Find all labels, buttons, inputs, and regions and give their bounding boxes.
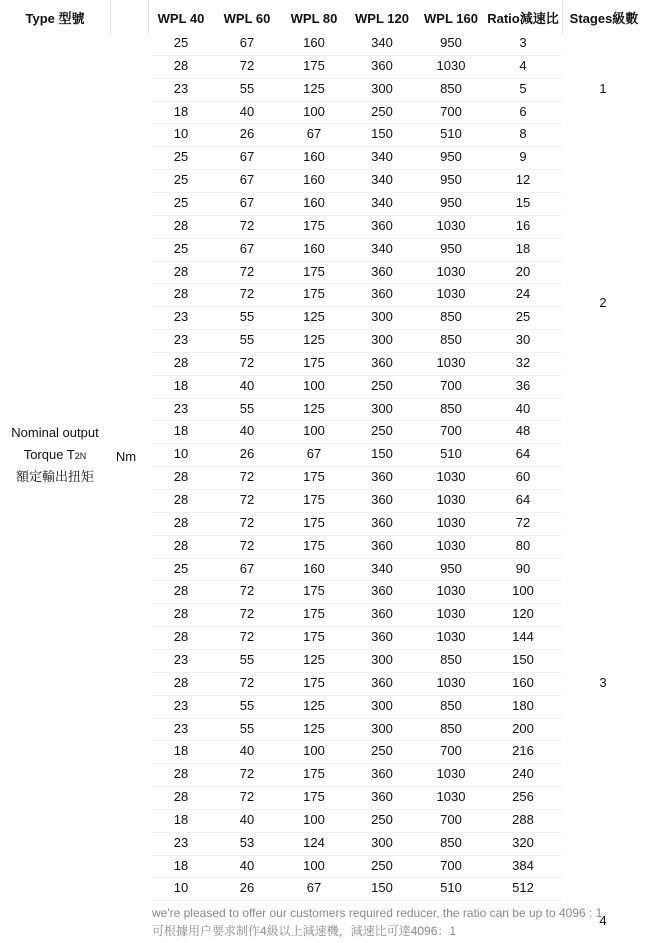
table-row	[0, 192, 656, 215]
table-row	[0, 215, 656, 238]
wpl80-cell: 175	[303, 286, 325, 302]
ratio-cell: 25	[515, 309, 531, 325]
wpl160-cell: 1030	[436, 57, 466, 73]
table-header	[0, 0, 656, 34]
wpl160-cell: 700	[440, 811, 462, 827]
ratio-cell: 36	[515, 377, 531, 393]
wpl40-cell: 18	[173, 857, 189, 873]
ratio-cell: 12	[515, 172, 531, 188]
table-row	[0, 489, 656, 512]
wpl80-cell: 175	[303, 606, 325, 622]
wpl120-cell: 300	[371, 834, 393, 850]
wpl60-cell: 55	[239, 720, 255, 736]
table-row	[0, 398, 656, 421]
ratio-cell: 3	[519, 35, 527, 50]
table-row	[0, 535, 656, 558]
wpl120-cell: 360	[371, 217, 393, 233]
wpl60-cell: 72	[239, 629, 255, 645]
table-row	[0, 283, 656, 306]
wpl40-cell: 28	[173, 766, 189, 782]
wpl60-cell: 72	[239, 286, 255, 302]
wpl120-cell: 250	[371, 103, 393, 119]
table-row	[0, 101, 656, 124]
table-row	[0, 78, 656, 101]
wpl60-cell: 72	[239, 492, 255, 507]
wpl160-cell: 700	[440, 857, 462, 873]
wpl80-cell: 100	[303, 377, 325, 393]
wpl120-cell: 340	[371, 172, 393, 188]
wpl80-cell: 175	[303, 514, 325, 530]
table-row	[0, 375, 656, 398]
table-row	[0, 146, 656, 169]
wpl80-cell: 175	[303, 766, 325, 782]
wpl160-cell: 950	[440, 194, 462, 210]
wpl80-cell: 175	[303, 263, 325, 279]
ratio-cell: 90	[515, 560, 531, 576]
wpl40-cell: 18	[173, 423, 189, 439]
wpl60-cell: 72	[239, 263, 255, 279]
wpl160-cell: 1030	[436, 789, 466, 805]
wpl160-cell: 1030	[436, 583, 466, 599]
wpl60-cell: 40	[239, 423, 255, 439]
ratio-cell: 16	[515, 217, 531, 233]
table-row	[0, 238, 656, 261]
wpl160-cell: 1030	[436, 514, 466, 530]
header-wpl40: WPL 40	[157, 11, 205, 26]
wpl160-cell: 850	[440, 400, 462, 416]
table-row	[0, 603, 656, 626]
header-type: Type 型號	[25, 11, 85, 26]
wpl160-cell: 1030	[436, 354, 466, 370]
stage-4: 4	[599, 913, 607, 928]
wpl60-cell: 26	[239, 880, 255, 896]
wpl40-cell: 25	[173, 240, 189, 256]
ratio-cell: 8	[519, 126, 527, 142]
wpl160-cell: 1030	[436, 217, 466, 233]
wpl60-cell: 55	[239, 697, 255, 713]
wpl40-cell: 10	[173, 880, 189, 896]
torque-label-sub: 2N	[74, 451, 87, 461]
table-row	[0, 763, 656, 786]
wpl120-cell: 340	[371, 35, 393, 50]
wpl160-cell: 1030	[436, 492, 466, 507]
ratio-cell: 4	[519, 57, 527, 73]
wpl80-cell: 175	[303, 217, 325, 233]
stage-1: 1	[599, 81, 607, 96]
header-wpl160: WPL 160	[424, 11, 478, 26]
ratio-cell: 32	[515, 354, 531, 370]
wpl40-cell: 18	[173, 743, 189, 759]
wpl120-cell: 250	[371, 423, 393, 439]
wpl120-cell: 340	[371, 240, 393, 256]
table-row	[0, 786, 656, 809]
wpl60-cell: 72	[239, 583, 255, 599]
wpl160-cell: 950	[440, 35, 462, 50]
wpl80-cell: 100	[303, 423, 325, 439]
wpl60-cell: 67	[239, 560, 255, 576]
torque-label	[0, 422, 110, 488]
table-row	[0, 855, 656, 878]
wpl80-cell: 175	[303, 57, 325, 73]
table-row	[0, 672, 656, 695]
ratio-cell: 5	[519, 80, 527, 96]
wpl40-cell: 28	[173, 606, 189, 622]
wpl160-cell: 1030	[436, 263, 466, 279]
wpl40-cell: 23	[173, 697, 189, 713]
wpl120-cell: 300	[371, 651, 393, 667]
wpl40-cell: 28	[173, 537, 189, 553]
ratio-cell: 80	[515, 537, 531, 553]
ratio-cell: 150	[512, 651, 534, 667]
wpl160-cell: 700	[440, 377, 462, 393]
wpl120-cell: 300	[371, 332, 393, 348]
wpl60-cell: 72	[239, 57, 255, 73]
table-row	[0, 626, 656, 649]
table-row	[0, 580, 656, 603]
torque-label-main: Torque T	[23, 447, 75, 462]
ratio-cell: 384	[512, 857, 534, 873]
ratio-cell: 60	[515, 469, 531, 485]
wpl160-cell: 1030	[436, 674, 466, 690]
ratio-cell: 40	[515, 400, 531, 416]
wpl40-cell: 25	[173, 560, 189, 576]
wpl40-cell: 23	[173, 651, 189, 667]
wpl40-cell: 28	[173, 469, 189, 485]
wpl120-cell: 360	[371, 583, 393, 599]
wpl40-cell: 10	[173, 446, 189, 462]
wpl80-cell: 160	[303, 149, 325, 165]
wpl160-cell: 700	[440, 423, 462, 439]
torque-unit: Nm	[115, 449, 137, 464]
ratio-cell: 64	[515, 446, 531, 462]
table-row	[0, 649, 656, 672]
wpl160-cell: 510	[440, 126, 462, 142]
table-row	[0, 695, 656, 718]
wpl160-cell: 510	[440, 880, 462, 896]
wpl160-cell: 1030	[436, 469, 466, 485]
wpl60-cell: 72	[239, 354, 255, 370]
wpl40-cell: 23	[173, 834, 189, 850]
header-wpl80: WPL 80	[290, 11, 338, 26]
wpl120-cell: 150	[371, 446, 393, 462]
wpl40-cell: 28	[173, 674, 189, 690]
wpl120-cell: 300	[371, 400, 393, 416]
wpl80-cell: 67	[306, 880, 322, 896]
wpl80-cell: 175	[303, 354, 325, 370]
wpl80-cell: 125	[303, 697, 325, 713]
wpl60-cell: 67	[239, 35, 255, 50]
wpl80-cell: 125	[303, 651, 325, 667]
table-row	[0, 718, 656, 741]
ratio-cell: 512	[512, 880, 534, 896]
wpl40-cell: 28	[173, 217, 189, 233]
table-row	[0, 32, 656, 55]
wpl80-cell: 125	[303, 400, 325, 416]
wpl160-cell: 950	[440, 560, 462, 576]
ratio-cell: 48	[515, 423, 531, 439]
wpl160-cell: 850	[440, 834, 462, 850]
torque-label-line1: Nominal output	[11, 425, 99, 440]
ratio-cell: 240	[512, 766, 534, 782]
wpl120-cell: 360	[371, 606, 393, 622]
wpl120-cell: 340	[371, 560, 393, 576]
wpl120-cell: 360	[371, 492, 393, 507]
wpl40-cell: 28	[173, 263, 189, 279]
wpl160-cell: 510	[440, 446, 462, 462]
wpl40-cell: 28	[173, 57, 189, 73]
wpl120-cell: 360	[371, 537, 393, 553]
wpl60-cell: 55	[239, 400, 255, 416]
wpl160-cell: 950	[440, 149, 462, 165]
wpl120-cell: 340	[371, 194, 393, 210]
header-divider	[110, 0, 111, 34]
wpl40-cell: 28	[173, 354, 189, 370]
wpl80-cell: 160	[303, 194, 325, 210]
wpl160-cell: 1030	[436, 537, 466, 553]
wpl160-cell: 850	[440, 332, 462, 348]
wpl160-cell: 700	[440, 743, 462, 759]
table-row	[0, 329, 656, 352]
header-wpl60: WPL 60	[223, 11, 271, 26]
wpl80-cell: 67	[306, 446, 322, 462]
wpl80-cell: 100	[303, 811, 325, 827]
ratio-cell: 200	[512, 720, 534, 736]
table-row	[0, 306, 656, 329]
ratio-cell: 72	[515, 514, 531, 530]
wpl60-cell: 67	[239, 172, 255, 188]
wpl40-cell: 25	[173, 194, 189, 210]
wpl60-cell: 72	[239, 217, 255, 233]
wpl80-cell: 175	[303, 583, 325, 599]
wpl80-cell: 125	[303, 309, 325, 325]
wpl120-cell: 150	[371, 126, 393, 142]
wpl80-cell: 125	[303, 332, 325, 348]
wpl160-cell: 1030	[436, 606, 466, 622]
wpl120-cell: 300	[371, 697, 393, 713]
ratio-cell: 256	[512, 789, 534, 805]
wpl40-cell: 23	[173, 80, 189, 96]
table-row	[0, 877, 656, 900]
wpl40-cell: 23	[173, 332, 189, 348]
wpl80-cell: 125	[303, 720, 325, 736]
wpl40-cell: 25	[173, 172, 189, 188]
torque-label-line3: 額定輸出扭矩	[15, 469, 94, 484]
header-ratio: Ratio減速比	[487, 11, 559, 26]
wpl60-cell: 53	[239, 834, 255, 850]
ratio-cell: 64	[515, 492, 531, 507]
wpl120-cell: 360	[371, 57, 393, 73]
wpl80-cell: 175	[303, 537, 325, 553]
wpl60-cell: 55	[239, 651, 255, 667]
wpl60-cell: 72	[239, 514, 255, 530]
wpl120-cell: 360	[371, 354, 393, 370]
wpl120-cell: 250	[371, 811, 393, 827]
ratio-cell: 24	[515, 286, 531, 302]
wpl120-cell: 360	[371, 514, 393, 530]
wpl80-cell: 100	[303, 857, 325, 873]
wpl60-cell: 55	[239, 332, 255, 348]
ratio-cell: 18	[515, 240, 531, 256]
ratio-cell: 100	[512, 583, 534, 599]
wpl120-cell: 360	[371, 674, 393, 690]
wpl40-cell: 18	[173, 103, 189, 119]
wpl120-cell: 150	[371, 880, 393, 896]
wpl60-cell: 26	[239, 126, 255, 142]
wpl60-cell: 40	[239, 743, 255, 759]
wpl40-cell: 18	[173, 377, 189, 393]
wpl80-cell: 175	[303, 674, 325, 690]
wpl40-cell: 25	[173, 149, 189, 165]
row-divider	[152, 900, 562, 901]
wpl80-cell: 160	[303, 172, 325, 188]
header-stages: Stages級數	[569, 11, 639, 26]
wpl40-cell: 23	[173, 720, 189, 736]
wpl60-cell: 72	[239, 674, 255, 690]
wpl40-cell: 28	[173, 583, 189, 599]
wpl80-cell: 124	[303, 834, 325, 850]
table-row	[0, 169, 656, 192]
wpl60-cell: 40	[239, 377, 255, 393]
wpl60-cell: 40	[239, 103, 255, 119]
wpl160-cell: 850	[440, 651, 462, 667]
wpl160-cell: 1030	[436, 286, 466, 302]
wpl80-cell: 175	[303, 469, 325, 485]
ratio-cell: 288	[512, 811, 534, 827]
table-row	[0, 123, 656, 146]
wpl160-cell: 950	[440, 172, 462, 188]
wpl120-cell: 250	[371, 377, 393, 393]
header-wpl120: WPL 120	[355, 11, 409, 26]
wpl160-cell: 1030	[436, 629, 466, 645]
wpl60-cell: 67	[239, 149, 255, 165]
wpl120-cell: 300	[371, 80, 393, 96]
table-row	[0, 261, 656, 284]
wpl120-cell: 360	[371, 469, 393, 485]
footer-note-zh: 可根據用户要求制作4級以上減速機，減速比可達4096：1	[152, 924, 457, 938]
wpl80-cell: 67	[306, 126, 322, 142]
table-row	[0, 740, 656, 763]
wpl160-cell: 850	[440, 697, 462, 713]
ratio-cell: 20	[515, 263, 531, 279]
table-row	[0, 512, 656, 535]
wpl120-cell: 360	[371, 766, 393, 782]
ratio-cell: 160	[512, 674, 534, 690]
wpl60-cell: 72	[239, 766, 255, 782]
wpl80-cell: 175	[303, 789, 325, 805]
wpl120-cell: 250	[371, 857, 393, 873]
wpl160-cell: 950	[440, 240, 462, 256]
torque-label-line2	[0, 444, 110, 466]
wpl120-cell: 360	[371, 629, 393, 645]
wpl80-cell: 160	[303, 240, 325, 256]
table-row	[0, 558, 656, 581]
wpl80-cell: 100	[303, 103, 325, 119]
ratio-cell: 180	[512, 697, 534, 713]
wpl40-cell: 28	[173, 286, 189, 302]
wpl80-cell: 160	[303, 560, 325, 576]
wpl60-cell: 67	[239, 240, 255, 256]
wpl60-cell: 72	[239, 469, 255, 485]
wpl40-cell: 23	[173, 400, 189, 416]
ratio-cell: 6	[519, 103, 527, 119]
wpl160-cell: 850	[440, 80, 462, 96]
ratio-cell: 120	[512, 606, 534, 622]
table-row	[0, 809, 656, 832]
wpl60-cell: 26	[239, 446, 255, 462]
wpl80-cell: 175	[303, 492, 325, 507]
wpl40-cell: 10	[173, 126, 189, 142]
table-row	[0, 55, 656, 78]
ratio-cell: 30	[515, 332, 531, 348]
wpl40-cell: 18	[173, 811, 189, 827]
wpl60-cell: 40	[239, 811, 255, 827]
wpl160-cell: 850	[440, 309, 462, 325]
wpl60-cell: 72	[239, 606, 255, 622]
wpl120-cell: 360	[371, 263, 393, 279]
wpl40-cell: 28	[173, 514, 189, 530]
wpl40-cell: 28	[173, 629, 189, 645]
wpl40-cell: 23	[173, 309, 189, 325]
ratio-cell: 9	[519, 149, 527, 165]
wpl60-cell: 55	[239, 309, 255, 325]
wpl80-cell: 160	[303, 35, 325, 50]
wpl60-cell: 40	[239, 857, 255, 873]
wpl40-cell: 25	[173, 35, 189, 50]
wpl120-cell: 340	[371, 149, 393, 165]
wpl60-cell: 67	[239, 194, 255, 210]
wpl60-cell: 55	[239, 80, 255, 96]
wpl120-cell: 300	[371, 309, 393, 325]
wpl60-cell: 72	[239, 537, 255, 553]
stage-3: 3	[599, 675, 607, 690]
ratio-cell: 15	[515, 194, 531, 210]
wpl160-cell: 1030	[436, 766, 466, 782]
wpl40-cell: 28	[173, 492, 189, 507]
wpl160-cell: 850	[440, 720, 462, 736]
wpl80-cell: 175	[303, 629, 325, 645]
wpl40-cell: 28	[173, 789, 189, 805]
ratio-cell: 144	[512, 629, 534, 645]
stage-2: 2	[599, 295, 607, 310]
wpl120-cell: 360	[371, 286, 393, 302]
footer-note-en: we're pleased to offer our customers required reducer, the ratio can be up to 4096 : 1	[152, 906, 603, 920]
wpl160-cell: 700	[440, 103, 462, 119]
wpl120-cell: 360	[371, 789, 393, 805]
table-row	[0, 832, 656, 855]
wpl80-cell: 125	[303, 80, 325, 96]
wpl60-cell: 72	[239, 789, 255, 805]
wpl80-cell: 100	[303, 743, 325, 759]
wpl120-cell: 300	[371, 720, 393, 736]
wpl120-cell: 250	[371, 743, 393, 759]
ratio-cell: 216	[512, 743, 534, 759]
table-row	[0, 352, 656, 375]
ratio-cell: 320	[512, 834, 534, 850]
